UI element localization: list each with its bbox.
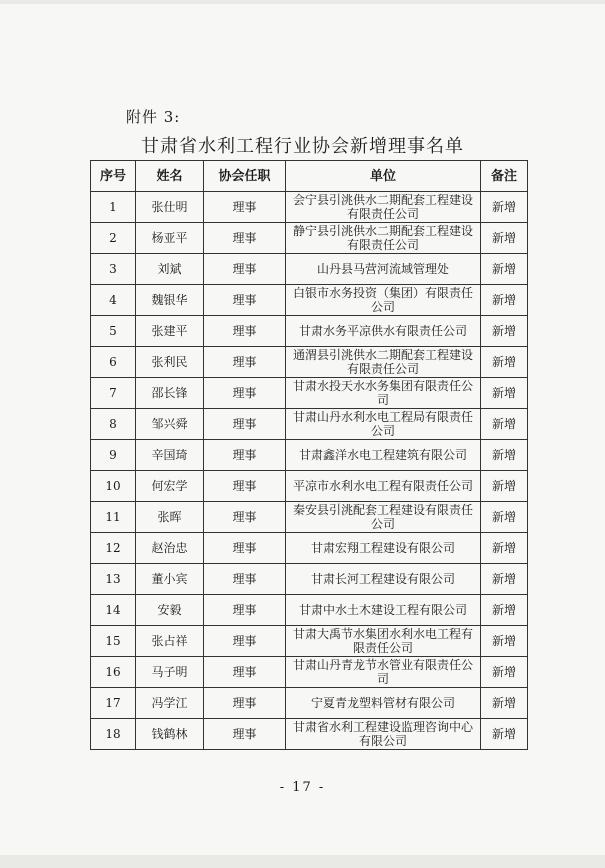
cell-name: 钱鹤林 <box>136 719 204 750</box>
cell-unit: 甘肃大禹节水集团水利水电工程有限责任公司 <box>286 626 481 657</box>
cell-unit: 宁夏青龙塑料管材有限公司 <box>286 688 481 719</box>
cell-no: 2 <box>91 223 136 254</box>
cell-name: 邹兴舜 <box>136 409 204 440</box>
cell-position: 理事 <box>204 688 286 719</box>
column-header-no: 序号 <box>91 161 136 192</box>
cell-position: 理事 <box>204 502 286 533</box>
cell-name: 马子明 <box>136 657 204 688</box>
table-row <box>91 192 528 223</box>
cell-no: 10 <box>91 471 136 502</box>
cell-name: 辛国琦 <box>136 440 204 471</box>
table-row <box>91 595 528 626</box>
table-row <box>91 471 528 502</box>
cell-no: 9 <box>91 440 136 471</box>
cell-note: 新增 <box>481 192 528 223</box>
cell-name: 张晖 <box>136 502 204 533</box>
cell-no: 1 <box>91 192 136 223</box>
scan-top-edge <box>0 0 605 4</box>
table-row <box>91 564 528 595</box>
table-row <box>91 688 528 719</box>
cell-position: 理事 <box>204 440 286 471</box>
cell-note: 新增 <box>481 347 528 378</box>
cell-no: 8 <box>91 409 136 440</box>
cell-no: 7 <box>91 378 136 409</box>
cell-unit: 通渭县引洮供水二期配套工程建设有限责任公司 <box>286 347 481 378</box>
table-row <box>91 223 528 254</box>
cell-unit: 会宁县引洮供水二期配套工程建设有限责任公司 <box>286 192 481 223</box>
cell-name: 赵治忠 <box>136 533 204 564</box>
cell-note: 新增 <box>481 533 528 564</box>
cell-name: 冯学江 <box>136 688 204 719</box>
cell-note: 新增 <box>481 564 528 595</box>
cell-note: 新增 <box>481 471 528 502</box>
cell-name: 张占祥 <box>136 626 204 657</box>
cell-name: 安毅 <box>136 595 204 626</box>
cell-unit: 白银市水务投资（集团）有限责任公司 <box>286 285 481 316</box>
cell-unit: 甘肃宏翔工程建设有限公司 <box>286 533 481 564</box>
cell-note: 新增 <box>481 409 528 440</box>
cell-unit: 甘肃水务平凉供水有限责任公司 <box>286 316 481 347</box>
cell-position: 理事 <box>204 316 286 347</box>
cell-note: 新增 <box>481 378 528 409</box>
cell-position: 理事 <box>204 254 286 285</box>
cell-position: 理事 <box>204 657 286 688</box>
cell-name: 董小宾 <box>136 564 204 595</box>
column-header-unit: 单位 <box>286 161 481 192</box>
table-row <box>91 285 528 316</box>
cell-unit: 甘肃省水利工程建设监理咨询中心有限公司 <box>286 719 481 750</box>
cell-name: 何宏学 <box>136 471 204 502</box>
table-row <box>91 440 528 471</box>
table-body <box>91 192 528 750</box>
cell-no: 4 <box>91 285 136 316</box>
cell-unit: 山丹县马营河流域管理处 <box>286 254 481 285</box>
cell-name: 杨亚平 <box>136 223 204 254</box>
cell-note: 新增 <box>481 285 528 316</box>
cell-no: 12 <box>91 533 136 564</box>
cell-position: 理事 <box>204 626 286 657</box>
table-row <box>91 409 528 440</box>
cell-position: 理事 <box>204 564 286 595</box>
scan-bottom-edge <box>0 855 605 868</box>
cell-no: 18 <box>91 719 136 750</box>
table-row <box>91 719 528 750</box>
attachment-label: 附件 3: <box>126 108 181 126</box>
cell-note: 新增 <box>481 440 528 471</box>
cell-no: 13 <box>91 564 136 595</box>
cell-name: 刘斌 <box>136 254 204 285</box>
table-row <box>91 316 528 347</box>
cell-unit: 平凉市水利水电工程有限责任公司 <box>286 471 481 502</box>
cell-note: 新增 <box>481 595 528 626</box>
cell-unit: 甘肃鑫洋水电工程建筑有限公司 <box>286 440 481 471</box>
cell-note: 新增 <box>481 657 528 688</box>
table-row <box>91 533 528 564</box>
column-header-note: 备注 <box>481 161 528 192</box>
cell-unit: 甘肃中水土木建设工程有限公司 <box>286 595 481 626</box>
cell-position: 理事 <box>204 719 286 750</box>
cell-position: 理事 <box>204 378 286 409</box>
cell-position: 理事 <box>204 192 286 223</box>
table-row <box>91 378 528 409</box>
table-row <box>91 657 528 688</box>
cell-name: 张利民 <box>136 347 204 378</box>
cell-note: 新增 <box>481 316 528 347</box>
cell-name: 魏银华 <box>136 285 204 316</box>
cell-unit: 甘肃水投天水水务集团有限责任公司 <box>286 378 481 409</box>
cell-note: 新增 <box>481 688 528 719</box>
cell-no: 16 <box>91 657 136 688</box>
page-number: - 17 - <box>279 780 326 795</box>
cell-unit: 甘肃长河工程建设有限公司 <box>286 564 481 595</box>
cell-no: 3 <box>91 254 136 285</box>
cell-no: 11 <box>91 502 136 533</box>
column-header-position: 协会任职 <box>204 161 286 192</box>
cell-note: 新增 <box>481 254 528 285</box>
cell-name: 张建平 <box>136 316 204 347</box>
document-title: 甘肃省水利工程行业协会新增理事名单 <box>141 136 464 157</box>
cell-position: 理事 <box>204 471 286 502</box>
cell-no: 5 <box>91 316 136 347</box>
cell-unit: 静宁县引洮供水二期配套工程建设有限责任公司 <box>286 223 481 254</box>
table-row <box>91 626 528 657</box>
cell-note: 新增 <box>481 223 528 254</box>
cell-unit: 甘肃山丹水利水电工程局有限责任公司 <box>286 409 481 440</box>
cell-position: 理事 <box>204 285 286 316</box>
cell-no: 14 <box>91 595 136 626</box>
cell-no: 17 <box>91 688 136 719</box>
director-list-table <box>90 160 528 750</box>
cell-unit: 甘肃山丹青龙节水管业有限责任公司 <box>286 657 481 688</box>
cell-position: 理事 <box>204 409 286 440</box>
cell-name: 张仕明 <box>136 192 204 223</box>
cell-note: 新增 <box>481 719 528 750</box>
column-header-name: 姓名 <box>136 161 204 192</box>
cell-position: 理事 <box>204 347 286 378</box>
cell-position: 理事 <box>204 533 286 564</box>
table-header-row <box>91 161 528 192</box>
cell-no: 15 <box>91 626 136 657</box>
cell-name: 邵长锋 <box>136 378 204 409</box>
table-row <box>91 347 528 378</box>
cell-unit: 秦安县引洮配套工程建设有限责任公司 <box>286 502 481 533</box>
cell-note: 新增 <box>481 626 528 657</box>
cell-position: 理事 <box>204 595 286 626</box>
table-row <box>91 502 528 533</box>
table-row <box>91 254 528 285</box>
cell-note: 新增 <box>481 502 528 533</box>
cell-position: 理事 <box>204 223 286 254</box>
cell-no: 6 <box>91 347 136 378</box>
